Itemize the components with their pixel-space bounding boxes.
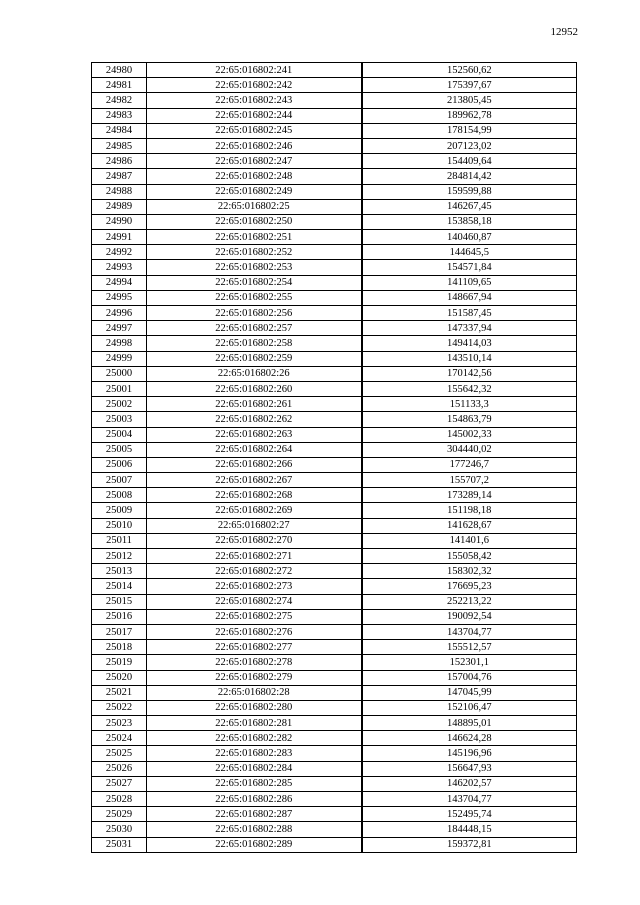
cadastral-number-cell: 22:65:016802:276 (147, 624, 362, 639)
table-row (92, 716, 577, 731)
cadastral-number-cell: 22:65:016802:245 (147, 123, 362, 138)
cadastral-number-cell: 22:65:016802:252 (147, 245, 362, 260)
row-number-cell: 25010 (92, 518, 147, 533)
value-cell: 207123,02 (362, 138, 577, 153)
table-row (92, 488, 577, 503)
table-row (92, 533, 577, 548)
cadastral-number-cell: 22:65:016802:273 (147, 579, 362, 594)
table-row (92, 776, 577, 791)
row-number-cell: 24997 (92, 321, 147, 336)
table-row (92, 214, 577, 229)
row-number-cell: 25023 (92, 716, 147, 731)
cadastral-number-cell: 22:65:016802:261 (147, 397, 362, 412)
value-cell: 155058,42 (362, 549, 577, 564)
value-cell: 146624,28 (362, 731, 577, 746)
row-number-cell: 24986 (92, 154, 147, 169)
row-number-cell: 25003 (92, 412, 147, 427)
cadastral-number-cell: 22:65:016802:287 (147, 807, 362, 822)
value-cell: 152560,62 (362, 63, 577, 78)
row-number-cell: 25016 (92, 609, 147, 624)
row-number-cell: 24988 (92, 184, 147, 199)
cadastral-number-cell: 22:65:016802:274 (147, 594, 362, 609)
row-number-cell: 24981 (92, 78, 147, 93)
table-row (92, 473, 577, 488)
value-cell: 140460,87 (362, 230, 577, 245)
table-row (92, 245, 577, 260)
value-cell: 170142,56 (362, 366, 577, 381)
table-row (92, 184, 577, 199)
row-number-cell: 24987 (92, 169, 147, 184)
cadastral-number-cell: 22:65:016802:242 (147, 78, 362, 93)
row-number-cell: 25029 (92, 807, 147, 822)
table-row (92, 93, 577, 108)
cadastral-number-cell: 22:65:016802:246 (147, 138, 362, 153)
row-number-cell: 24995 (92, 290, 147, 305)
row-number-cell: 25026 (92, 761, 147, 776)
table-row (92, 427, 577, 442)
table-row (92, 792, 577, 807)
table-row (92, 746, 577, 761)
row-number-cell: 25024 (92, 731, 147, 746)
cadastral-number-cell: 22:65:016802:270 (147, 533, 362, 548)
table-row (92, 655, 577, 670)
cadastral-number-cell: 22:65:016802:282 (147, 731, 362, 746)
row-number-cell: 24980 (92, 63, 147, 78)
row-number-cell: 25012 (92, 549, 147, 564)
table-row (92, 457, 577, 472)
cadastral-number-cell: 22:65:016802:251 (147, 230, 362, 245)
table-row (92, 169, 577, 184)
cadastral-number-cell: 22:65:016802:257 (147, 321, 362, 336)
value-cell: 213805,45 (362, 93, 577, 108)
value-cell: 173289,14 (362, 488, 577, 503)
table-row (92, 108, 577, 123)
cadastral-number-cell: 22:65:016802:249 (147, 184, 362, 199)
table-row (92, 624, 577, 639)
cadastral-number-cell: 22:65:016802:26 (147, 366, 362, 381)
row-number-cell: 25030 (92, 822, 147, 837)
cadastral-number-cell: 22:65:016802:248 (147, 169, 362, 184)
table-row (92, 381, 577, 396)
table-row (92, 290, 577, 305)
cadastral-number-cell: 22:65:016802:283 (147, 746, 362, 761)
cadastral-number-cell: 22:65:016802:260 (147, 381, 362, 396)
table-row (92, 518, 577, 533)
row-number-cell: 25031 (92, 837, 147, 852)
cadastral-number-cell: 22:65:016802:262 (147, 412, 362, 427)
row-number-cell: 24992 (92, 245, 147, 260)
value-cell: 155707,2 (362, 473, 577, 488)
value-cell: 304440,02 (362, 442, 577, 457)
cadastral-number-cell: 22:65:016802:272 (147, 564, 362, 579)
row-number-cell: 25007 (92, 473, 147, 488)
row-number-cell: 25001 (92, 381, 147, 396)
row-number-cell: 25021 (92, 685, 147, 700)
table-row (92, 154, 577, 169)
cadastral-number-cell: 22:65:016802:247 (147, 154, 362, 169)
value-cell: 284814,42 (362, 169, 577, 184)
table-row (92, 761, 577, 776)
table-row (92, 822, 577, 837)
cadastral-number-cell: 22:65:016802:288 (147, 822, 362, 837)
cadastral-number-cell: 22:65:016802:244 (147, 108, 362, 123)
row-number-cell: 25006 (92, 457, 147, 472)
value-cell: 148667,94 (362, 290, 577, 305)
value-cell: 143510,14 (362, 351, 577, 366)
cadastral-number-cell: 22:65:016802:266 (147, 457, 362, 472)
value-cell: 159599,88 (362, 184, 577, 199)
row-number-cell: 25025 (92, 746, 147, 761)
table-row (92, 564, 577, 579)
row-number-cell: 24990 (92, 214, 147, 229)
row-number-cell: 25019 (92, 655, 147, 670)
row-number-cell: 24993 (92, 260, 147, 275)
value-cell: 155642,32 (362, 381, 577, 396)
table-row (92, 640, 577, 655)
table-row (92, 579, 577, 594)
cadastral-number-cell: 22:65:016802:250 (147, 214, 362, 229)
value-cell: 146202,57 (362, 776, 577, 791)
cadastral-number-cell: 22:65:016802:279 (147, 670, 362, 685)
table-row (92, 336, 577, 351)
row-number-cell: 25028 (92, 792, 147, 807)
value-cell: 156647,93 (362, 761, 577, 776)
cadastral-number-cell: 22:65:016802:264 (147, 442, 362, 457)
cadastral-number-cell: 22:65:016802:269 (147, 503, 362, 518)
cadastral-number-cell: 22:65:016802:256 (147, 306, 362, 321)
row-number-cell: 25013 (92, 564, 147, 579)
value-cell: 146267,45 (362, 199, 577, 214)
table-row (92, 685, 577, 700)
table-row (92, 609, 577, 624)
row-number-cell: 24989 (92, 199, 147, 214)
value-cell: 141109,65 (362, 275, 577, 290)
cadastral-number-cell: 22:65:016802:280 (147, 700, 362, 715)
row-number-cell: 25020 (92, 670, 147, 685)
cadastral-number-cell: 22:65:016802:253 (147, 260, 362, 275)
row-number-cell: 25022 (92, 700, 147, 715)
row-number-cell: 25018 (92, 640, 147, 655)
value-cell: 154571,84 (362, 260, 577, 275)
value-cell: 189962,78 (362, 108, 577, 123)
table-row (92, 670, 577, 685)
value-cell: 148895,01 (362, 716, 577, 731)
value-cell: 151133,3 (362, 397, 577, 412)
cadastral-number-cell: 22:65:016802:255 (147, 290, 362, 305)
cadastral-number-cell: 22:65:016802:263 (147, 427, 362, 442)
cadastral-number-cell: 22:65:016802:25 (147, 199, 362, 214)
value-cell: 154409,64 (362, 154, 577, 169)
cadastral-number-cell: 22:65:016802:27 (147, 518, 362, 533)
value-cell: 147045,99 (362, 685, 577, 700)
row-number-cell: 25015 (92, 594, 147, 609)
page-number: 12952 (550, 26, 578, 38)
value-cell: 143704,77 (362, 792, 577, 807)
value-cell: 145196,96 (362, 746, 577, 761)
row-number-cell: 25011 (92, 533, 147, 548)
row-number-cell: 25009 (92, 503, 147, 518)
cadastral-number-cell: 22:65:016802:254 (147, 275, 362, 290)
row-number-cell: 24982 (92, 93, 147, 108)
value-cell: 141628,67 (362, 518, 577, 533)
cadastral-number-cell: 22:65:016802:285 (147, 776, 362, 791)
value-cell: 152495,74 (362, 807, 577, 822)
table-row (92, 123, 577, 138)
value-cell: 144645,5 (362, 245, 577, 260)
table-row (92, 63, 577, 78)
table-row (92, 138, 577, 153)
cadastral-number-cell: 22:65:016802:259 (147, 351, 362, 366)
table-row (92, 321, 577, 336)
table-row (92, 731, 577, 746)
value-cell: 184448,15 (362, 822, 577, 837)
table-row (92, 412, 577, 427)
table-row (92, 807, 577, 822)
table-row (92, 700, 577, 715)
row-number-cell: 24984 (92, 123, 147, 138)
cadastral-number-cell: 22:65:016802:271 (147, 549, 362, 564)
cadastral-number-cell: 22:65:016802:289 (147, 837, 362, 852)
value-cell: 151198,18 (362, 503, 577, 518)
value-cell: 155512,57 (362, 640, 577, 655)
data-table (91, 62, 577, 853)
value-cell: 145002,33 (362, 427, 577, 442)
cadastral-number-cell: 22:65:016802:243 (147, 93, 362, 108)
value-cell: 141401,6 (362, 533, 577, 548)
value-cell: 176695,23 (362, 579, 577, 594)
row-number-cell: 24994 (92, 275, 147, 290)
value-cell: 151587,45 (362, 306, 577, 321)
row-number-cell: 25002 (92, 397, 147, 412)
value-cell: 190092,54 (362, 609, 577, 624)
value-cell: 159372,81 (362, 837, 577, 852)
table-row (92, 442, 577, 457)
table-row (92, 366, 577, 381)
cadastral-number-cell: 22:65:016802:258 (147, 336, 362, 351)
row-number-cell: 24991 (92, 230, 147, 245)
table-row (92, 549, 577, 564)
table-row (92, 260, 577, 275)
value-cell: 178154,99 (362, 123, 577, 138)
row-number-cell: 24983 (92, 108, 147, 123)
table-body (92, 63, 577, 853)
value-cell: 152301,1 (362, 655, 577, 670)
row-number-cell: 24985 (92, 138, 147, 153)
table-row (92, 351, 577, 366)
row-number-cell: 25005 (92, 442, 147, 457)
cadastral-number-cell: 22:65:016802:277 (147, 640, 362, 655)
table-row (92, 199, 577, 214)
table-row (92, 275, 577, 290)
value-cell: 143704,77 (362, 624, 577, 639)
cadastral-number-cell: 22:65:016802:284 (147, 761, 362, 776)
table-row (92, 230, 577, 245)
cadastral-number-cell: 22:65:016802:286 (147, 792, 362, 807)
value-cell: 177246,7 (362, 457, 577, 472)
value-cell: 153858,18 (362, 214, 577, 229)
row-number-cell: 24999 (92, 351, 147, 366)
row-number-cell: 24996 (92, 306, 147, 321)
cadastral-number-cell: 22:65:016802:241 (147, 63, 362, 78)
row-number-cell: 25000 (92, 366, 147, 381)
cadastral-number-cell: 22:65:016802:278 (147, 655, 362, 670)
value-cell: 158302,32 (362, 564, 577, 579)
cadastral-number-cell: 22:65:016802:281 (147, 716, 362, 731)
value-cell: 175397,67 (362, 78, 577, 93)
value-cell: 147337,94 (362, 321, 577, 336)
row-number-cell: 25027 (92, 776, 147, 791)
value-cell: 157004,76 (362, 670, 577, 685)
table-row (92, 78, 577, 93)
cadastral-number-cell: 22:65:016802:267 (147, 473, 362, 488)
row-number-cell: 24998 (92, 336, 147, 351)
row-number-cell: 25017 (92, 624, 147, 639)
value-cell: 152106,47 (362, 700, 577, 715)
cadastral-number-cell: 22:65:016802:268 (147, 488, 362, 503)
value-cell: 252213,22 (362, 594, 577, 609)
cadastral-number-cell: 22:65:016802:28 (147, 685, 362, 700)
row-number-cell: 25004 (92, 427, 147, 442)
value-cell: 154863,79 (362, 412, 577, 427)
table-row (92, 397, 577, 412)
table-row (92, 503, 577, 518)
value-cell: 149414,03 (362, 336, 577, 351)
row-number-cell: 25008 (92, 488, 147, 503)
table-row (92, 594, 577, 609)
row-number-cell: 25014 (92, 579, 147, 594)
table-row (92, 837, 577, 852)
cadastral-number-cell: 22:65:016802:275 (147, 609, 362, 624)
table-row (92, 306, 577, 321)
